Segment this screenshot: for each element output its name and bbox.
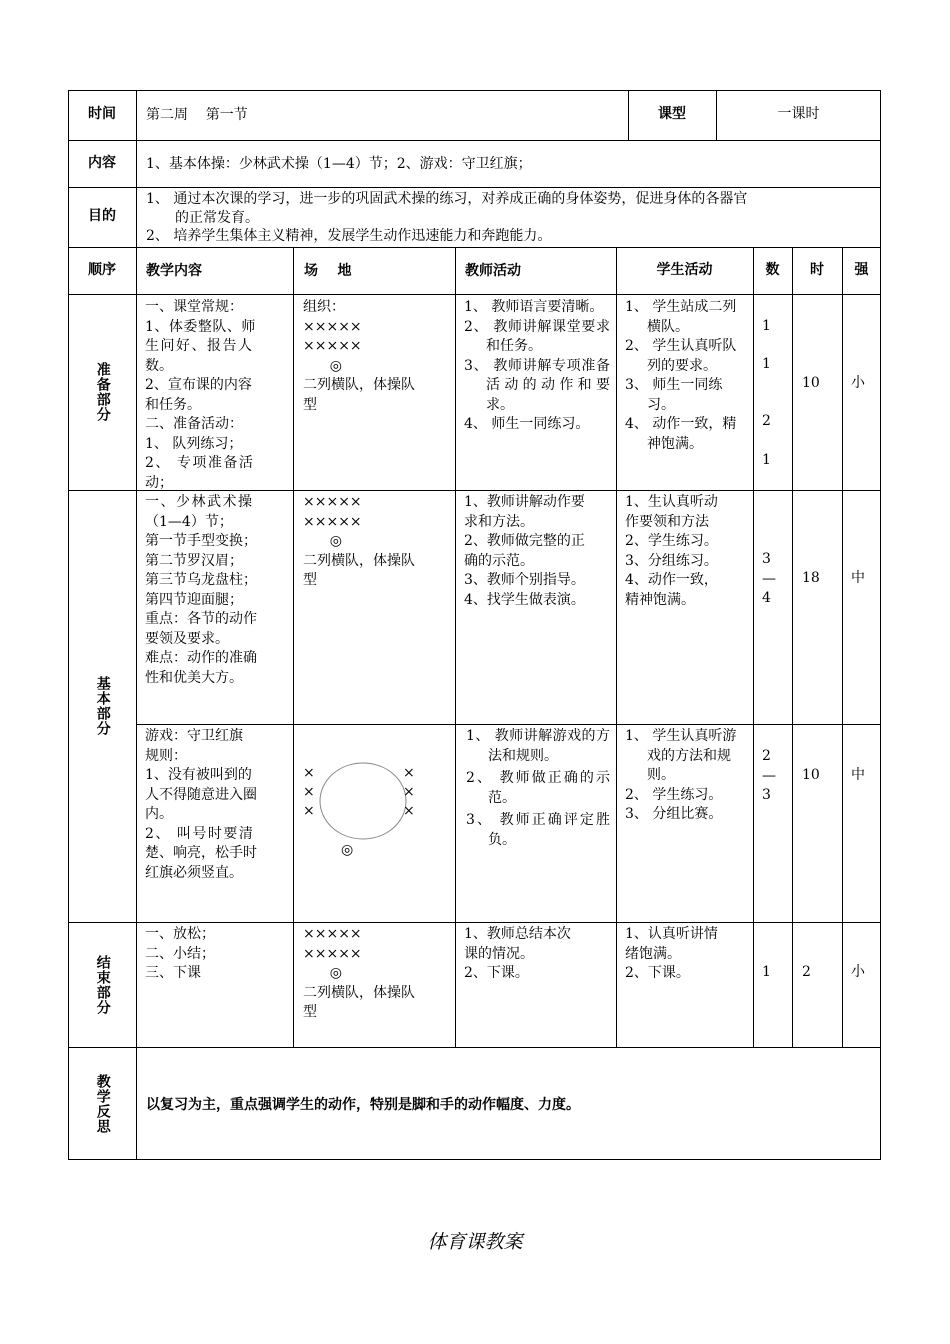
prep-count-3: 2 bbox=[762, 413, 771, 429]
cross-mark: × bbox=[303, 765, 315, 781]
basic-a-venue-line: 型 bbox=[303, 572, 317, 588]
basic-a-student bbox=[625, 493, 750, 610]
formation-row: ××××× bbox=[303, 318, 362, 335]
time-label: 时间 bbox=[88, 106, 116, 123]
type-label: 课型 bbox=[658, 106, 686, 123]
teacher-mark: ◎ bbox=[303, 965, 342, 981]
basic-a-line: （1—4）节； bbox=[145, 513, 233, 530]
basic-a-teacher-line: 3、教师个别指导。 bbox=[464, 572, 585, 588]
count-part: — bbox=[762, 767, 776, 784]
end-venue-line: 二列横队，体操队 bbox=[303, 984, 415, 1001]
prep-teacher-item: 4、 师生一同练习。 bbox=[464, 416, 590, 432]
prep-venue bbox=[303, 298, 453, 415]
end-count: 1 bbox=[762, 964, 771, 980]
col-venue: 场 地 bbox=[304, 263, 352, 279]
prep-content-line: 生问好、报告人 bbox=[145, 338, 254, 354]
prep-venue-line: 型 bbox=[303, 396, 317, 413]
content-label: 内容 bbox=[88, 154, 116, 171]
basic-a-venue bbox=[303, 493, 453, 591]
formation-row: ××××× bbox=[303, 513, 362, 530]
prep-content-line: 2、 专项准备活 bbox=[145, 455, 255, 471]
prep-content-line: 和任务。 bbox=[145, 396, 201, 413]
basic-a-teacher-line: 求和方法。 bbox=[464, 513, 534, 530]
goal-text bbox=[146, 190, 876, 246]
basic-a-line: 第四节迎面腿； bbox=[145, 591, 243, 608]
basic-a-line: 难点：动作的准确 bbox=[145, 650, 257, 666]
end-teacher-line: 课的情况。 bbox=[464, 945, 534, 962]
prep-student-item: 2、 学生认真听队列的要求。 bbox=[625, 338, 737, 374]
basic-a-student-line: 精神饱满。 bbox=[625, 591, 695, 608]
end-venue bbox=[303, 925, 453, 1023]
cross-mark: × bbox=[303, 803, 315, 819]
basic-b-teacher-item: 2、 教师做正确的示范。 bbox=[466, 770, 610, 806]
type-value: 一课时 bbox=[777, 106, 820, 123]
reflect-label: 教学反思 bbox=[94, 1073, 111, 1134]
prep-student-item: 3、 师生一同练习。 bbox=[625, 377, 723, 413]
basic-a-intensity: 中 bbox=[851, 570, 865, 586]
prep-content-line: 动； bbox=[145, 474, 173, 491]
prep-teacher bbox=[464, 298, 610, 435]
prep-content-line: 一、课堂常规： bbox=[145, 299, 243, 315]
basic-b-line: 楚、响亮，松手时 bbox=[145, 845, 257, 861]
basic-a-line: 性和优美大方。 bbox=[145, 669, 243, 686]
prep-teacher-item: 2、 教师讲解课堂要求和任务。 bbox=[464, 318, 610, 354]
prep-count-1: 1 bbox=[762, 318, 771, 334]
prep-count-4: 1 bbox=[762, 452, 771, 468]
basic-b-line: 游戏：守卫红旗 bbox=[145, 728, 243, 744]
basic-a-teacher bbox=[464, 493, 612, 610]
formation-row: ××××× bbox=[303, 945, 362, 962]
cross-mark: × bbox=[403, 803, 415, 819]
basic-a-time: 18 bbox=[802, 570, 820, 586]
basic-a-line: 要领及要求。 bbox=[145, 630, 229, 647]
basic-b-line: 红旗必须竖直。 bbox=[145, 864, 243, 881]
end-student-line: 1、认真听讲情 bbox=[625, 926, 718, 942]
basic-a-content bbox=[145, 493, 290, 688]
count-part: 2 bbox=[762, 748, 771, 764]
col-order: 顺序 bbox=[88, 261, 116, 278]
teacher-mark: ◎ bbox=[303, 533, 342, 549]
cross-mark: × bbox=[403, 784, 415, 800]
end-student-line: 2、下课。 bbox=[625, 965, 690, 981]
goal-line: 2、 培养学生集体主义精神，发展学生动作迅速能力和奔跑能力。 bbox=[146, 228, 552, 244]
end-content-line: 三、下课 bbox=[145, 965, 201, 981]
end-content-line: 二、小结； bbox=[145, 945, 215, 962]
end-venue-line: 型 bbox=[303, 1004, 317, 1020]
prep-student bbox=[625, 298, 749, 454]
basic-a-student-line: 作要领和方法 bbox=[625, 513, 709, 530]
basic-a-student-line: 1、生认真听动 bbox=[625, 494, 718, 510]
basic-a-line: 第三节乌龙盘柱； bbox=[145, 572, 257, 588]
prep-venue-line: 组织： bbox=[303, 299, 345, 315]
basic-b-teacher-item: 3、 教师正确评定胜负。 bbox=[466, 812, 610, 848]
col-count: 数 bbox=[765, 261, 780, 278]
basic-label: 基本部分 bbox=[94, 676, 111, 736]
prep-content bbox=[145, 298, 287, 493]
basic-b-student bbox=[625, 727, 749, 825]
end-teacher-line: 2、下课。 bbox=[464, 965, 529, 981]
count-part: 4 bbox=[762, 590, 771, 606]
basic-b-time: 10 bbox=[802, 767, 820, 783]
basic-b-line: 人不得随意进入圈 bbox=[145, 786, 257, 803]
goal-line: 的正常发育。 bbox=[175, 209, 259, 226]
end-student bbox=[625, 925, 750, 984]
basic-a-teacher-line: 确的示范。 bbox=[464, 552, 534, 569]
count-part: — bbox=[762, 570, 776, 587]
prep-venue-line: 二列横队，体操队 bbox=[303, 377, 415, 393]
prep-time: 10 bbox=[802, 375, 820, 391]
col-intensity: 强 bbox=[854, 261, 869, 278]
col-student: 学生活动 bbox=[656, 261, 713, 278]
basic-a-student-line: 4、动作一致， bbox=[625, 572, 718, 588]
teacher-mark: ◎ bbox=[341, 842, 354, 858]
formation-row: ××××× bbox=[303, 494, 362, 510]
basic-b-count bbox=[762, 747, 776, 806]
basic-a-line: 一、少林武术操 bbox=[145, 494, 254, 510]
col-time: 时 bbox=[810, 261, 824, 278]
prep-student-item: 4、 动作一致，精神饱满。 bbox=[625, 416, 737, 452]
basic-a-venue-line: 二列横队，体操队 bbox=[303, 552, 415, 569]
basic-b-content bbox=[145, 727, 290, 883]
col-teacher: 教师活动 bbox=[465, 263, 521, 279]
basic-b-line: 规则： bbox=[145, 747, 187, 764]
reflect-text: 以复习为主，重点强调学生的动作，特别是脚和手的动作幅度、力度。 bbox=[146, 1097, 580, 1113]
basic-b-line: 内。 bbox=[145, 806, 173, 822]
basic-a-student-line: 3、分组练习。 bbox=[625, 552, 718, 569]
formation-row: ××××× bbox=[303, 338, 362, 354]
end-content-line: 一、放松； bbox=[145, 926, 215, 942]
prep-teacher-item: 1、 教师语言要清晰。 bbox=[464, 299, 604, 315]
basic-b-line: 1、没有被叫到的 bbox=[145, 767, 252, 783]
basic-a-line: 第一节手型变换； bbox=[145, 533, 257, 549]
content-value: 1、基本体操：少林武术操（1—4）节；2、游戏：守卫红旗； bbox=[146, 156, 532, 172]
end-time: 2 bbox=[802, 964, 811, 980]
basic-b-student-item: 1、 学生认真听游戏的方法和规则。 bbox=[625, 728, 737, 783]
end-content bbox=[145, 925, 290, 984]
prep-content-line: 2、宣布课的内容 bbox=[145, 377, 252, 393]
basic-b-teacher bbox=[466, 727, 610, 850]
basic-b-student-item: 3、 分组比赛。 bbox=[625, 806, 723, 822]
game-circle bbox=[318, 760, 408, 842]
basic-a-teacher-line: 1、教师讲解动作要 bbox=[464, 494, 585, 510]
col-content: 教学内容 bbox=[146, 263, 202, 279]
end-label: 结束部分 bbox=[94, 954, 111, 1015]
prep-count-2: 1 bbox=[762, 356, 771, 372]
end-student-line: 绪饱满。 bbox=[625, 945, 681, 962]
basic-a-teacher-line: 4、找学生做表演。 bbox=[464, 591, 585, 608]
basic-a-student-line: 2、学生练习。 bbox=[625, 533, 718, 549]
basic-b-intensity: 中 bbox=[851, 767, 865, 783]
goal-line: 1、 通过本次课的学习，进一步的巩固武术操的练习，对养成正确的身体姿势，促进身体的各器官 bbox=[146, 191, 748, 207]
prep-content-line: 二、准备活动： bbox=[145, 416, 243, 432]
end-teacher-line: 1、教师总结本次 bbox=[464, 926, 571, 942]
time-value: 第二周 第一节 bbox=[146, 107, 248, 123]
basic-b-line: 2、 叫号时要清 bbox=[145, 825, 255, 842]
prep-content-line: 数。 bbox=[145, 357, 173, 374]
footer-title: 体育课教案 bbox=[427, 1231, 523, 1253]
end-intensity: 小 bbox=[851, 964, 865, 980]
count-part: 3 bbox=[762, 787, 771, 803]
goal-label: 目的 bbox=[88, 208, 116, 225]
prep-teacher-item: 3、 教师讲解专项准备活动的动作和要求。 bbox=[464, 357, 610, 413]
cross-mark: × bbox=[403, 765, 415, 781]
prep-intensity: 小 bbox=[851, 375, 865, 391]
cross-mark: × bbox=[303, 784, 315, 800]
end-teacher bbox=[464, 925, 612, 984]
prep-content-line: 1、 队列练习； bbox=[145, 435, 243, 452]
prep-content-line: 1、体委整队、师 bbox=[145, 318, 256, 335]
basic-a-line: 第二节罗汉眉； bbox=[145, 552, 243, 569]
teacher-mark: ◎ bbox=[303, 357, 342, 374]
basic-a-count bbox=[762, 550, 776, 609]
basic-a-line: 重点：各节的动作 bbox=[145, 611, 257, 627]
prep-student-item: 1、 学生站成二列横队。 bbox=[625, 299, 737, 335]
basic-b-student-item: 2、 学生练习。 bbox=[625, 786, 723, 803]
basic-b-teacher-item: 1、 教师讲解游戏的方法和规则。 bbox=[466, 728, 610, 764]
count-part: 3 bbox=[762, 551, 771, 567]
basic-a-teacher-line: 2、教师做完整的正 bbox=[464, 533, 585, 549]
formation-row: ××××× bbox=[303, 926, 362, 942]
prep-label: 准备部分 bbox=[94, 362, 111, 422]
